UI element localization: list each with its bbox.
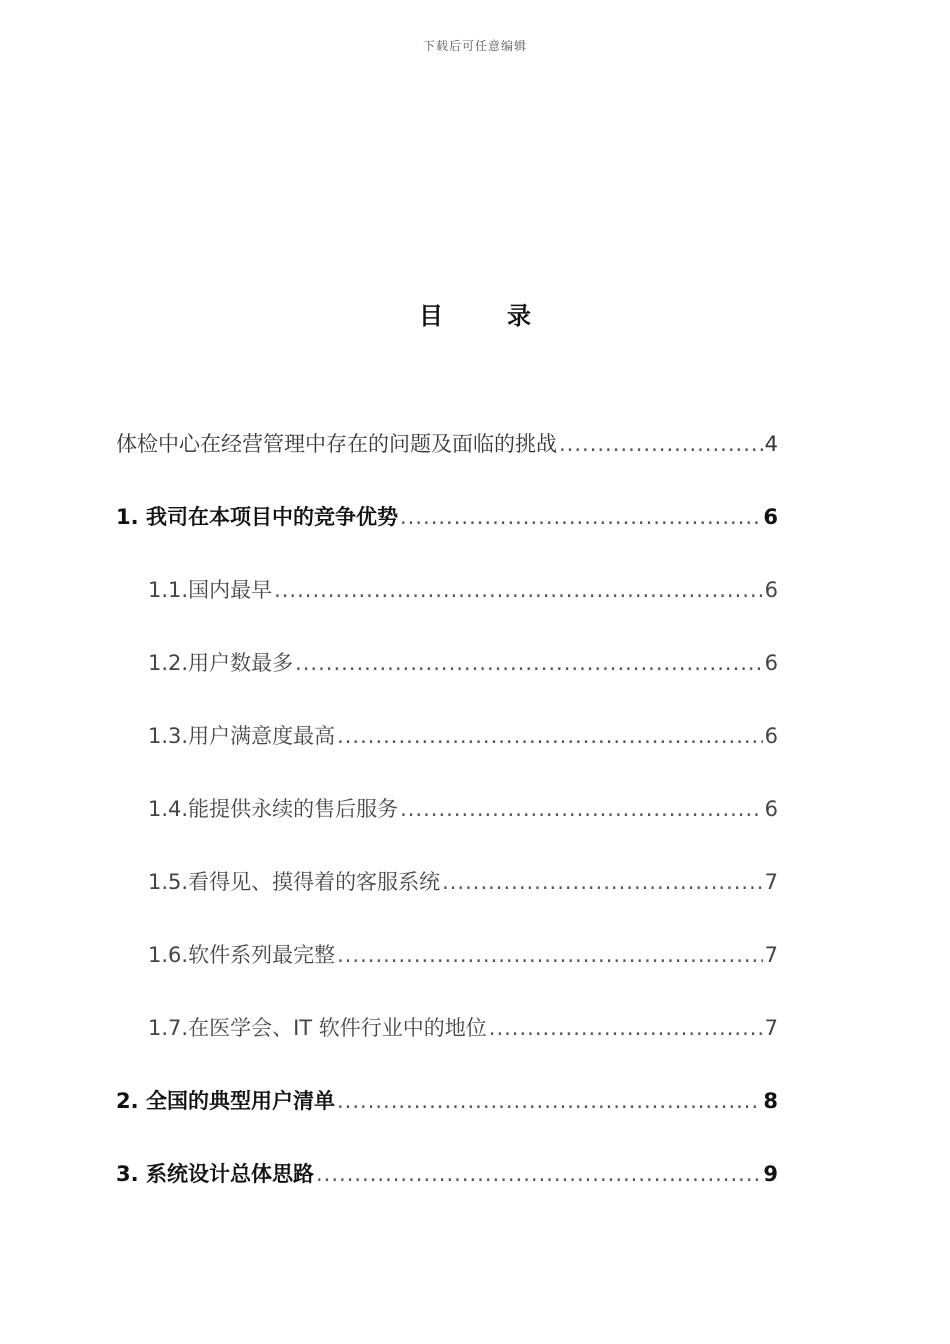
toc-entry-label: 全国的典型用户清单 xyxy=(146,1089,335,1113)
toc-entry-challenges[interactable] xyxy=(116,426,778,499)
toc-leader-dots xyxy=(337,718,763,754)
toc-entry-1-7[interactable] xyxy=(116,1010,778,1083)
toc-entry-1-6[interactable] xyxy=(116,937,778,1010)
header-note: 下载后可任意编辑 xyxy=(422,39,527,53)
toc-entry-page: 6 xyxy=(764,578,778,602)
toc-entry-number: 2. xyxy=(116,1089,139,1113)
toc-title xyxy=(0,296,950,331)
toc-entry-page: 9 xyxy=(763,1162,778,1186)
toc-entry-number: 1.6. xyxy=(148,943,189,967)
toc-entry-label: 在医学会、IT 软件行业中的地位 xyxy=(188,1016,487,1040)
toc-entry-number: 1.1. xyxy=(148,578,189,602)
toc-entry-1-2[interactable] xyxy=(116,645,778,718)
toc-title-char-1: 目 xyxy=(419,302,443,330)
toc-leader-dots xyxy=(442,864,763,900)
toc-entry-label: 能提供永续的售后服务 xyxy=(188,797,399,821)
toc-entry-1-5[interactable] xyxy=(116,864,778,937)
toc-entry-number: 1.7. xyxy=(148,1016,189,1040)
toc-entry-1-1[interactable] xyxy=(116,572,778,645)
toc-leader-dots xyxy=(400,791,763,827)
toc-entry-2[interactable] xyxy=(116,1083,778,1156)
toc-leader-dots xyxy=(316,1156,761,1192)
toc-entry-label: 看得见、摸得着的客服系统 xyxy=(188,870,441,894)
toc-entry-page: 7 xyxy=(764,943,778,967)
toc-entry-number: 1.3. xyxy=(148,724,189,748)
toc-entry-number: 1.5. xyxy=(148,870,189,894)
toc-entry-number: 3. xyxy=(116,1162,139,1186)
toc-entry-label: 体检中心在经营管理中存在的问题及面临的挑战 xyxy=(116,432,557,456)
toc-title-char-2: 录 xyxy=(507,302,531,330)
toc-leader-dots xyxy=(559,426,763,462)
toc-entry-page: 6 xyxy=(764,651,778,675)
toc-entry-label: 用户满意度最高 xyxy=(188,724,336,748)
toc-leader-dots xyxy=(337,937,763,973)
toc-entry-page: 6 xyxy=(764,797,778,821)
toc-entry-label: 国内最早 xyxy=(188,578,273,602)
toc-leader-dots xyxy=(274,572,763,608)
toc-entry-label: 我司在本项目中的竞争优势 xyxy=(146,505,398,529)
toc-entry-label: 用户数最多 xyxy=(188,651,294,675)
toc-entry-page: 4 xyxy=(764,432,778,456)
toc-entry-number: 1.2. xyxy=(148,651,189,675)
toc-leader-dots xyxy=(295,645,763,681)
toc-leader-dots xyxy=(489,1010,763,1046)
toc-entry-number: 1.4. xyxy=(148,797,189,821)
toc-entry-page: 7 xyxy=(764,870,778,894)
toc-leader-dots xyxy=(400,499,761,535)
toc-entry-page: 6 xyxy=(764,724,778,748)
toc-entry-number: 1. xyxy=(116,505,139,529)
toc-entry-page: 7 xyxy=(764,1016,778,1040)
toc-entry-3[interactable] xyxy=(116,1156,778,1229)
toc-entry-label: 软件系列最完整 xyxy=(188,943,336,967)
toc-entry-label: 系统设计总体思路 xyxy=(146,1162,314,1186)
toc-entry-page: 8 xyxy=(763,1089,778,1113)
toc-entry-1-4[interactable] xyxy=(116,791,778,864)
toc-entry-1[interactable] xyxy=(116,499,778,572)
toc-entry-1-3[interactable] xyxy=(116,718,778,791)
table-of-contents xyxy=(116,426,778,1229)
toc-leader-dots xyxy=(337,1083,761,1119)
toc-entry-page: 6 xyxy=(763,505,778,529)
